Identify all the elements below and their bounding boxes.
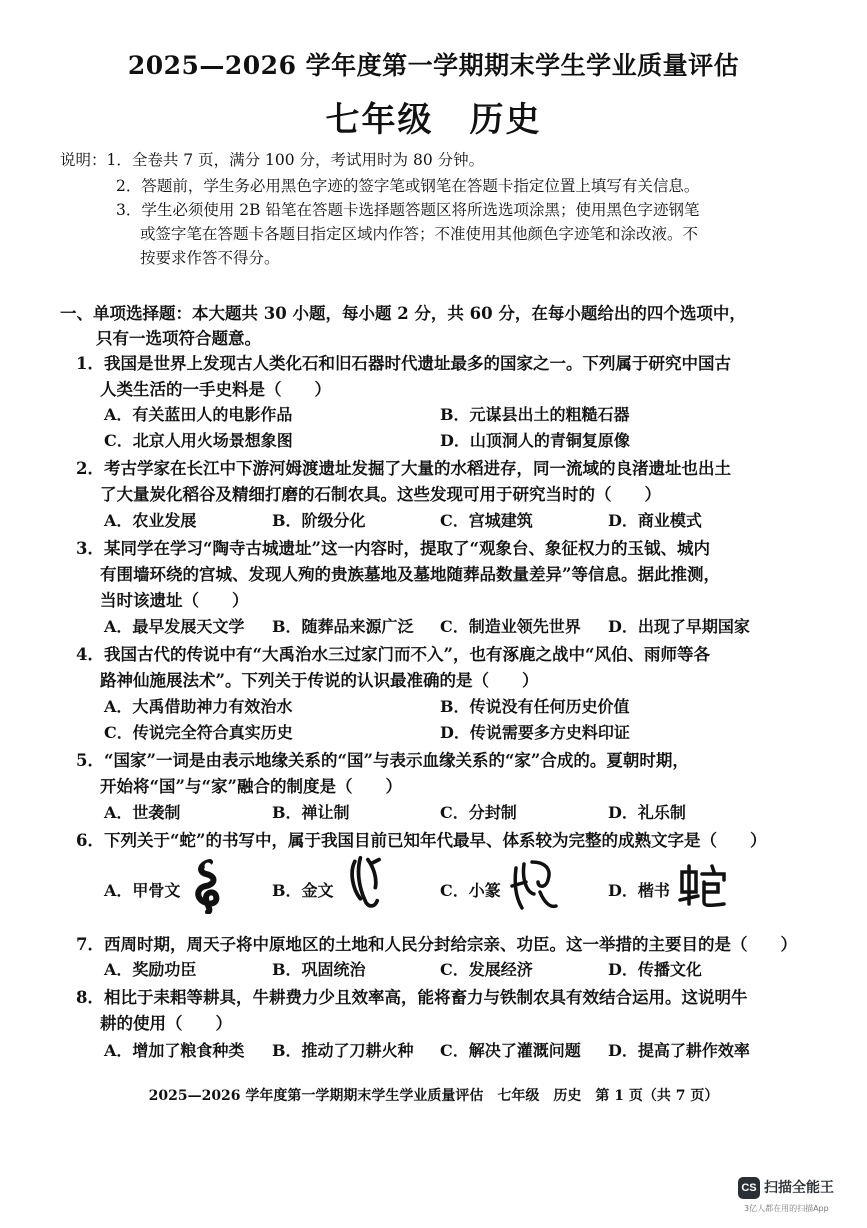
q2-option-d[interactable]: D．商业模式 — [608, 511, 702, 530]
q2-option-c[interactable]: C．宫城建筑 — [440, 511, 533, 530]
q6-option-c[interactable]: C．小篆 — [440, 881, 501, 900]
q6-stem: 6．下列关于“蛇”的书写中，属于我国目前已知年代最早、体系较为完整的成熟文字是（ ） — [76, 831, 767, 850]
camscanner-logo-icon: CS — [738, 1177, 760, 1199]
q7-stem: 7．西周时期，周天子将中原地区的土地和人民分封给宗亲、功臣。这一举措的主要目的是（ ） — [76, 935, 797, 954]
instruction-item-3-end: 按要求作答不得分。 — [140, 249, 280, 267]
q4-stem: 4．我国古代的传说中有“大禹治水三过家门而不入”，也有涿鹿之战中“风伯、雨师等各 — [76, 645, 710, 664]
q1-option-c[interactable]: C．北京人用火场景想象图 — [104, 431, 293, 450]
q2-option-b[interactable]: B．阶级分化 — [272, 511, 366, 530]
q3-stem: 3．某同学在学习“陶寺古城遗址”这一内容时，提取了“观象台、象征权力的玉钺、城内 — [76, 539, 710, 558]
brand-tagline: 3亿人都在用的扫描App — [744, 1204, 829, 1213]
q7-option-b[interactable]: B．巩固统治 — [272, 960, 366, 979]
q5-stem: 5．“国家”一词是由表示地缘关系的“国”与表示血缘关系的“家”合成的。夏朝时期， — [76, 751, 689, 770]
q5-option-c[interactable]: C．分封制 — [440, 803, 517, 822]
q7-option-c[interactable]: C．发展经济 — [440, 960, 533, 979]
q3-option-d[interactable]: D．出现了早期国家 — [608, 617, 750, 636]
q6-option-d[interactable]: D．楷书 — [608, 881, 670, 900]
scanner-brand-badge — [738, 1175, 853, 1217]
small-seal-snake-glyph-icon — [510, 858, 560, 914]
q2-option-a[interactable]: A．农业发展 — [104, 511, 197, 530]
q3-option-c[interactable]: C．制造业领先世界 — [440, 617, 581, 636]
instruction-item-3-cont: 或签字笔在答题卡各题目指定区域内作答；不准使用其他颜色字迹笔和涂改液。不 — [140, 225, 699, 243]
q5-option-a[interactable]: A．世袭制 — [104, 803, 181, 822]
exam-title: 2025—2026 学年度第一学期期末学生学业质量评估 — [127, 51, 740, 80]
q3-stem-cont: 有围墙环绕的宫城、发现人殉的贵族墓地及墓地随葬品数量差异”等信息。据此推测， — [100, 565, 720, 584]
instruction-item-3: 3．学生必须使用 2B 铅笔在答题卡选择题答题区将所选选项涂黑；使用黑色字迹钢笔 — [116, 201, 700, 219]
q4-option-a[interactable]: A．大禹借助神力有效治水 — [104, 697, 293, 716]
q8-option-c[interactable]: C．解决了灌溉问题 — [440, 1041, 581, 1060]
regular-script-snake-glyph-icon — [678, 862, 728, 910]
q1-option-a[interactable]: A．有关蓝田人的电影作品 — [104, 405, 293, 424]
instruction-item-2: 2．答题前，学生务必用黑色字迹的签字笔或钢笔在答题卡指定位置上填写有关信息。 — [116, 177, 700, 195]
q4-option-d[interactable]: D．传说需要多方史料印证 — [440, 723, 630, 742]
section-heading: 一、单项选择题：本大题共 30 小题，每小题 2 分，共 60 分，在每小题给出的四个选项中， — [60, 304, 746, 323]
q7-option-a[interactable]: A．奖励功臣 — [104, 960, 197, 979]
q8-stem-cont: 耕的使用（ ） — [100, 1014, 232, 1033]
q5-option-b[interactable]: B．禅让制 — [272, 803, 350, 822]
q4-option-c[interactable]: C．传说完全符合真实历史 — [104, 723, 293, 742]
q3-option-a[interactable]: A．最早发展天文学 — [104, 617, 245, 636]
brand-name: 扫描全能王 — [764, 1180, 834, 1196]
q5-option-d[interactable]: D．礼乐制 — [608, 803, 686, 822]
q8-stem: 8．相比于耒耜等耕具，牛耕费力少且效率高，能将畜力与铁制农具有效结合运用。这说明牛 — [76, 988, 748, 1007]
instructions-label: 说明：1．全卷共 7 页，满分 100 分，考试用时为 80 分钟。 — [60, 151, 485, 169]
q6-option-a[interactable]: A．甲骨文 — [104, 881, 181, 900]
q8-option-d[interactable]: D．提高了耕作效率 — [608, 1041, 750, 1060]
q2-stem-cont: 了大量炭化稻谷及精细打磨的石制农具。这些发现可用于研究当时的（ ） — [100, 485, 661, 504]
bronze-script-snake-glyph-icon — [344, 854, 388, 910]
q3-option-b[interactable]: B．随葬品来源广泛 — [272, 617, 414, 636]
q1-stem: 1．我国是世界上发现古人类化石和旧石器时代遗址最多的国家之一。下列属于研究中国古 — [76, 354, 731, 373]
section-heading-cont: 只有一选项符合题意。 — [96, 329, 261, 348]
q8-option-b[interactable]: B．推动了刀耕火种 — [272, 1041, 414, 1060]
q6-option-b[interactable]: B．金文 — [272, 881, 334, 900]
q1-option-d[interactable]: D．山顶洞人的青铜复原像 — [440, 431, 630, 450]
page-footer: 2025—2026 学年度第一学期期末学生学业质量评估 七年级 历史 第 1 页（共 7 页） — [148, 1088, 719, 1104]
q2-stem: 2．考古学家在长江中下游河姆渡遗址发掘了大量的水稻进存，同一流域的良渚遗址也出土 — [76, 459, 731, 478]
q3-stem-end: 当时该遗址（ ） — [100, 591, 249, 610]
q7-option-d[interactable]: D．传播文化 — [608, 960, 702, 979]
exam-subject: 七年级 历史 — [325, 100, 542, 140]
q1-stem-cont: 人类生活的一手史料是（ ） — [100, 380, 331, 399]
oracle-bone-snake-glyph-icon — [186, 858, 230, 914]
q5-stem-cont: 开始将“国”与“家”融合的制度是（ ） — [100, 777, 402, 796]
instruction-item-1: 1．全卷共 7 页，满分 100 分，考试用时为 80 分钟。 — [106, 151, 485, 169]
q8-option-a[interactable]: A．增加了粮食种类 — [104, 1041, 245, 1060]
q1-option-b[interactable]: B．元谋县出土的粗糙石器 — [440, 405, 630, 424]
q4-option-b[interactable]: B．传说没有任何历史价值 — [440, 697, 630, 716]
q4-stem-cont: 路神仙施展法术”。下列关于传说的认识最准确的是（ ） — [100, 671, 539, 690]
